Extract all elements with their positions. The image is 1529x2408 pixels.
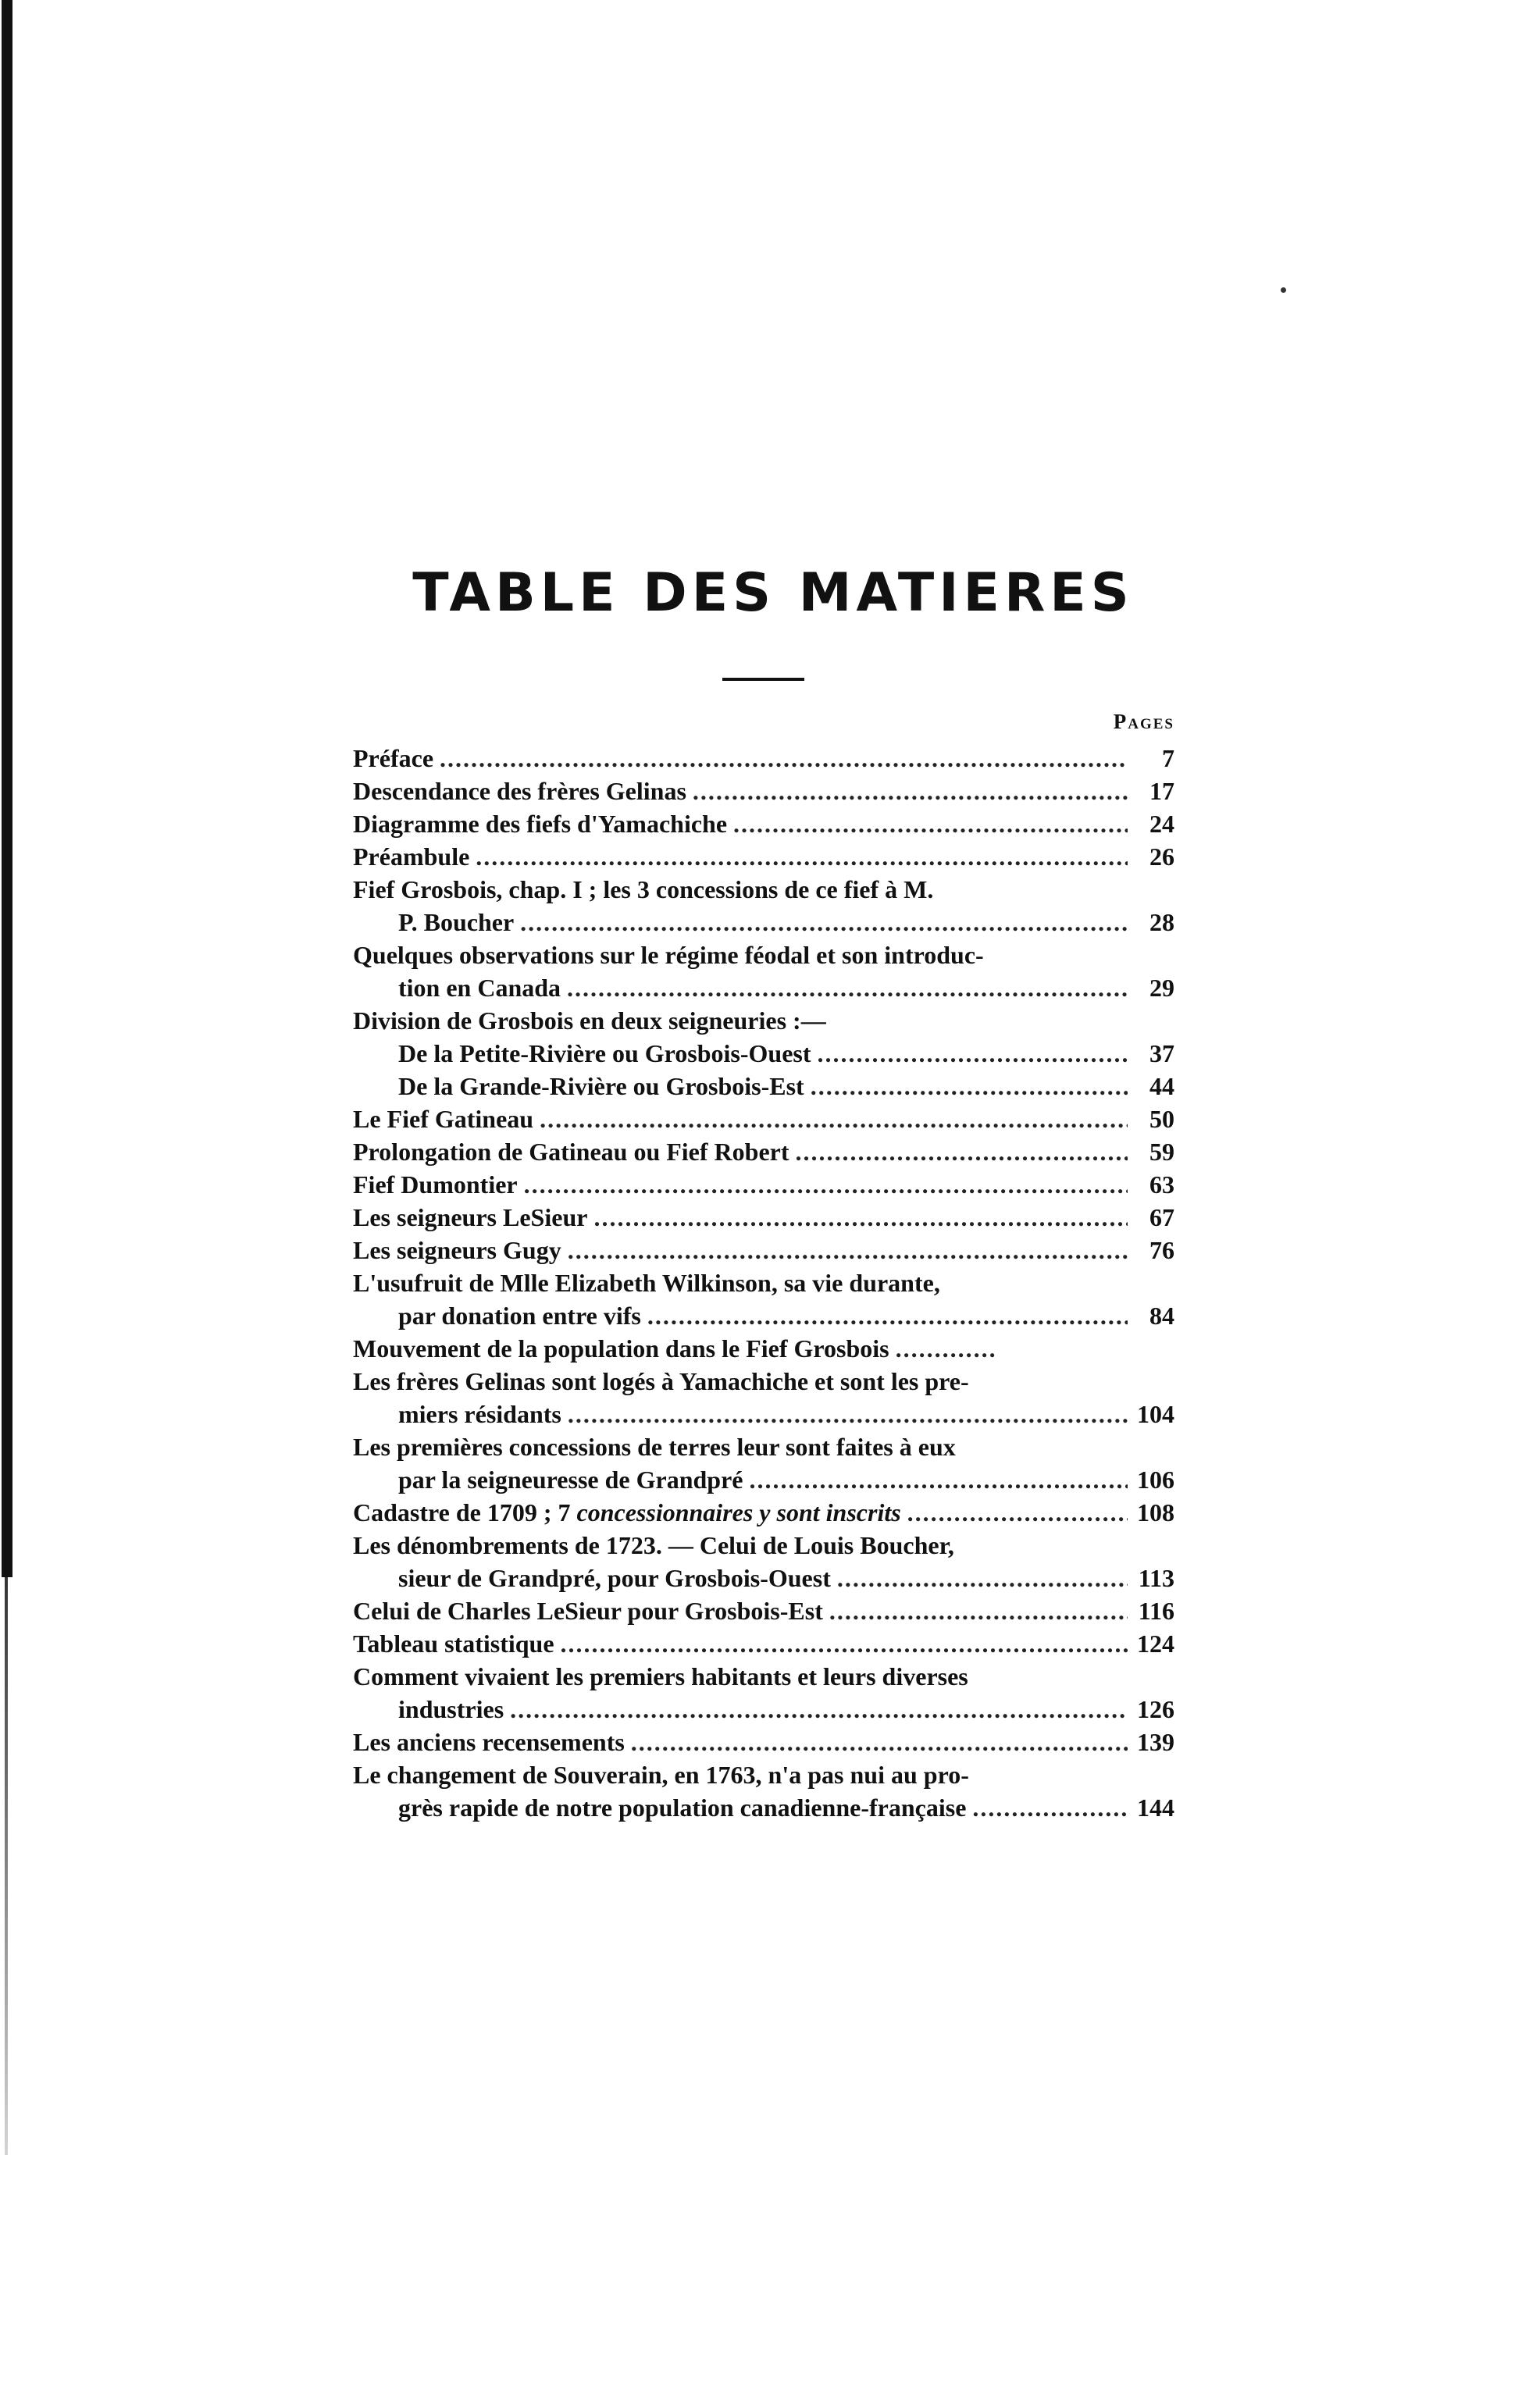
- dot-leader: [907, 1496, 1128, 1529]
- page-number: 124: [1137, 1630, 1174, 1658]
- toc-entry-line: [353, 1332, 1174, 1365]
- toc-entry-line: [353, 1135, 1174, 1168]
- toc-entry-line: [353, 1201, 1174, 1234]
- toc-entry-line: [353, 1299, 1174, 1332]
- toc-entry-title: De la Grande-Rivière ou Grosbois-Est: [398, 1072, 804, 1100]
- page-number: 37: [1149, 1039, 1174, 1067]
- toc-entry-title: P. Boucher: [398, 908, 515, 936]
- book-spine-edge: [2, 0, 12, 1577]
- page-number: 28: [1149, 908, 1174, 936]
- page-number: 116: [1138, 1597, 1174, 1625]
- dot-leader: [568, 1234, 1128, 1266]
- dot-leader: [510, 1693, 1128, 1726]
- page-number: 63: [1149, 1170, 1174, 1199]
- page-number: 76: [1149, 1236, 1174, 1264]
- toc-entry: [353, 1594, 1174, 1627]
- page-number: 113: [1138, 1564, 1174, 1592]
- dot-leader: [561, 1627, 1128, 1660]
- toc-entries: [353, 742, 1174, 1824]
- toc-entry-line: [353, 1660, 1174, 1693]
- toc-entry-line: [353, 1562, 1174, 1594]
- toc-entry-line: [353, 1529, 1174, 1562]
- toc-entry-title: grès rapide de notre population canadienne-française: [398, 1794, 967, 1822]
- dot-leader: [818, 1037, 1128, 1070]
- toc-entry-title: Celui de Charles LeSieur pour Grosbois-Est: [353, 1597, 823, 1625]
- dot-leader: [837, 1562, 1128, 1594]
- toc-entry-title: tion en Canada: [398, 974, 561, 1002]
- dot-leader: [896, 1332, 997, 1365]
- toc-entry-title: Les seigneurs Gugy: [353, 1236, 561, 1264]
- dot-leader: [440, 742, 1128, 775]
- toc-entry-title: sieur de Grandpré, pour Grosbois-Ouest: [398, 1564, 831, 1592]
- toc-entry-title: Fief Grosbois, chap. I ; les 3 concessions de ce fief à M.: [353, 875, 934, 903]
- toc-entry-title: Le changement de Souverain, en 1763, n'a pas nui au pro-: [353, 1761, 969, 1789]
- toc-entry-line: [353, 939, 1174, 971]
- toc-entry-title: Le Fief Gatineau: [353, 1105, 534, 1133]
- page-number: 7: [1162, 744, 1174, 772]
- dot-leader: [647, 1299, 1128, 1332]
- toc-entry: [353, 807, 1174, 840]
- toc-entry: [353, 1430, 1174, 1496]
- dot-leader: [567, 971, 1128, 1004]
- page-number: 104: [1137, 1400, 1174, 1428]
- toc-entry-title: Les anciens recensements: [353, 1728, 625, 1756]
- dot-leader: [568, 1398, 1128, 1430]
- toc-entry-line: [353, 1004, 1174, 1037]
- toc-entry-title: Diagramme des fiefs d'Yamachiche: [353, 810, 728, 838]
- toc-entry: [353, 1496, 1174, 1529]
- toc-entry: [353, 1135, 1174, 1168]
- dot-leader: [972, 1791, 1128, 1824]
- toc-entry: [353, 1168, 1174, 1201]
- scan-speck: [1281, 287, 1286, 293]
- dot-leader: [829, 1594, 1128, 1627]
- toc-entry-line: [353, 1102, 1174, 1135]
- dot-leader: [749, 1463, 1128, 1496]
- toc-entry: [353, 1758, 1174, 1824]
- toc-entry: [353, 873, 1174, 939]
- toc-entry-line: [353, 1594, 1174, 1627]
- toc-entry: [353, 1627, 1174, 1660]
- page-number: 59: [1149, 1138, 1174, 1166]
- toc-entry-line: [353, 1365, 1174, 1398]
- toc-entry-title: Prolongation de Gatineau ou Fief Robert: [353, 1138, 789, 1166]
- toc-entry-line: [353, 840, 1174, 873]
- toc-entry-line: [353, 1758, 1174, 1791]
- toc-entry-title: Les premières concessions de terres leur sont faites à eux: [353, 1433, 956, 1461]
- toc-entry: [353, 1529, 1174, 1594]
- toc-entry-title: Cadastre de 1709 ; 7 concessionnaires y sont inscrits: [353, 1498, 901, 1526]
- toc-entry-line: [353, 1430, 1174, 1463]
- toc-entry-title: par donation entre vifs: [398, 1302, 641, 1330]
- toc-entry: [353, 1365, 1174, 1430]
- toc-entry-line: [353, 1627, 1174, 1660]
- dot-leader: [811, 1070, 1128, 1102]
- toc-entry: [353, 939, 1174, 1004]
- toc-entry-title: Préface: [353, 744, 434, 772]
- pages-column-heading: Pages: [1113, 710, 1174, 733]
- toc-entry: [353, 1037, 1174, 1070]
- toc-entry: [353, 1004, 1174, 1037]
- toc-entry: [353, 1234, 1174, 1266]
- page-number: 84: [1149, 1302, 1174, 1330]
- toc-entry-title: Mouvement de la population dans le Fief Grosbois: [353, 1334, 889, 1363]
- toc-entry-line: [353, 1234, 1174, 1266]
- page-number: 17: [1149, 777, 1174, 805]
- toc-entry: [353, 775, 1174, 807]
- toc-entry: [353, 1266, 1174, 1332]
- toc-entry: [353, 742, 1174, 775]
- toc-entry-title: Les seigneurs LeSieur: [353, 1203, 588, 1231]
- toc-entry-line: [353, 742, 1174, 775]
- dot-leader: [520, 906, 1128, 939]
- toc-entry-line: [353, 1037, 1174, 1070]
- toc-entry: [353, 1102, 1174, 1135]
- toc-entry: [353, 1660, 1174, 1726]
- dot-leader: [631, 1726, 1128, 1758]
- toc-entry: [353, 840, 1174, 873]
- toc-entry-line: [353, 1726, 1174, 1758]
- toc-entry-line: [353, 873, 1174, 906]
- toc-entry-title: Comment vivaient les premiers habitants et leurs diverses: [353, 1662, 968, 1690]
- toc-entry-line: [353, 1693, 1174, 1726]
- page-number: 26: [1149, 842, 1174, 871]
- toc-entry-title: Division de Grosbois en deux seigneuries :—: [353, 1006, 826, 1035]
- toc-entry-title: miers résidants: [398, 1400, 561, 1428]
- page-number: 139: [1137, 1728, 1174, 1756]
- toc-entry-title: De la Petite-Rivière ou Grosbois-Ouest: [398, 1039, 811, 1067]
- page-number: 108: [1137, 1498, 1174, 1526]
- toc-entry-line: [353, 1070, 1174, 1102]
- dot-leader: [524, 1168, 1128, 1201]
- toc-entry-title: par la seigneuresse de Grandpré: [398, 1466, 743, 1494]
- dot-leader: [593, 1201, 1128, 1234]
- toc-entry-line: [353, 1266, 1174, 1299]
- page-number: 29: [1149, 974, 1174, 1002]
- dot-leader: [733, 807, 1128, 840]
- toc-entry-line: [353, 807, 1174, 840]
- toc-entry-title: industries: [398, 1695, 504, 1723]
- page-number: 106: [1137, 1466, 1174, 1494]
- toc-entry-title: Les frères Gelinas sont logés à Yamachiche et sont les pre-: [353, 1367, 969, 1395]
- dot-leader: [693, 775, 1128, 807]
- toc-entry: [353, 1201, 1174, 1234]
- page-number: 126: [1137, 1695, 1174, 1723]
- title-rule: [722, 678, 804, 681]
- page-number: 67: [1149, 1203, 1174, 1231]
- page-number: 44: [1149, 1072, 1174, 1100]
- toc-entry-line: [353, 1496, 1174, 1529]
- page-title: TABLE DES MATIERES: [412, 562, 1134, 624]
- book-spine-shadow: [5, 1577, 8, 2155]
- toc-entry-line: [353, 906, 1174, 939]
- toc-entry-line: [353, 1463, 1174, 1496]
- toc-entry-title: Tableau statistique: [353, 1630, 554, 1658]
- toc-entry-line: [353, 971, 1174, 1004]
- dot-leader: [540, 1102, 1128, 1135]
- page-number: 24: [1149, 810, 1174, 838]
- toc-entry-line: [353, 1791, 1174, 1824]
- toc-entry-title: Les dénombrements de 1723. — Celui de Louis Boucher,: [353, 1531, 954, 1559]
- toc-entry-title: Fief Dumontier: [353, 1170, 518, 1199]
- toc-entry: [353, 1332, 1174, 1365]
- page-number: 50: [1149, 1105, 1174, 1133]
- toc-entry-title: Quelques observations sur le régime féodal et son introduc-: [353, 941, 984, 969]
- page-number: 144: [1137, 1794, 1174, 1822]
- toc-entry: [353, 1726, 1174, 1758]
- toc-entry-line: [353, 1398, 1174, 1430]
- toc-entry-title: L'usufruit de Mlle Elizabeth Wilkinson, sa vie durante,: [353, 1269, 940, 1297]
- toc-entry-title: Descendance des frères Gelinas: [353, 777, 686, 805]
- table-of-contents: [353, 701, 1174, 1824]
- toc-entry-line: [353, 775, 1174, 807]
- dot-leader: [476, 840, 1128, 873]
- dot-leader: [796, 1135, 1128, 1168]
- toc-entry-line: [353, 1168, 1174, 1201]
- toc-entry: [353, 1070, 1174, 1102]
- toc-entry-title: Préambule: [353, 842, 470, 871]
